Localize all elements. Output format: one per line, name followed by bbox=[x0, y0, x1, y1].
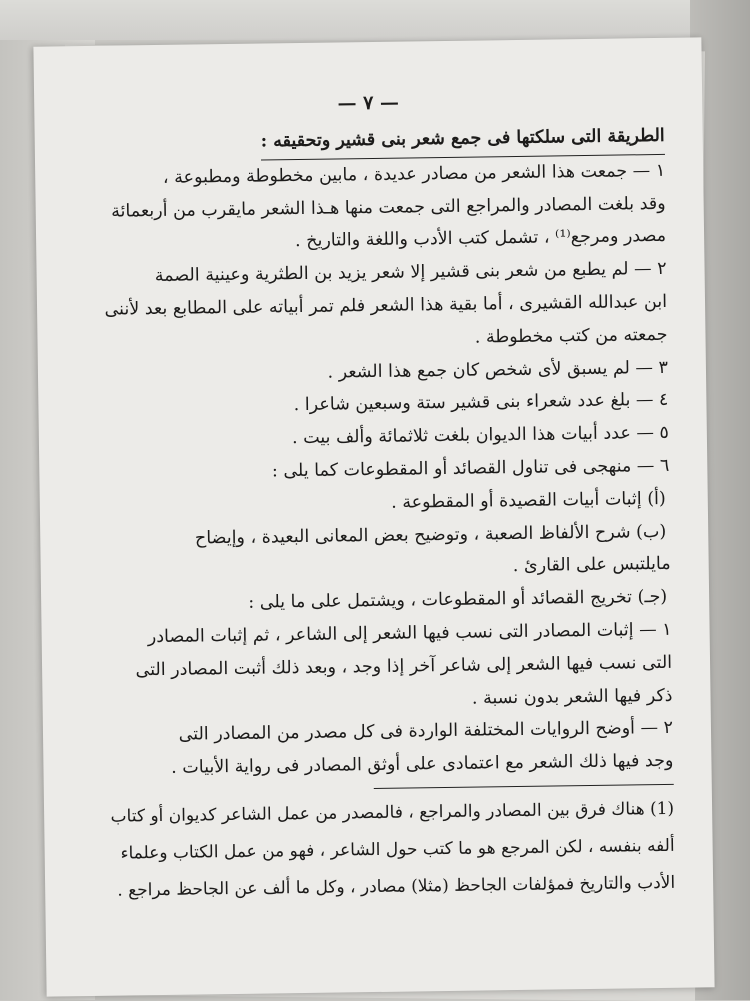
body-line: جمعته من كتب مخطوطة . bbox=[474, 324, 668, 348]
body-line: ١ — جمعت هذا الشعر من مصادر عديدة ، مابين مخطوطة ومطبوعة ، bbox=[162, 160, 666, 188]
body-line: (أ) إثبات أبيات القصيدة أو المقطوعة . bbox=[391, 488, 666, 513]
body-line: (جـ) تخريج القصائد أو المقطوعات ، ويشتمل على ما يلى : bbox=[248, 587, 668, 613]
body-line: ٦ — منهجى فى تناول القصائد أو المقطوعات كما يلى : bbox=[271, 455, 670, 482]
page-number: — ٧ — bbox=[337, 91, 400, 115]
footnote bbox=[84, 791, 675, 910]
footnote-line: الأدب والتاريخ فمؤلفات الجاحظ (مثلا) مصادر ، وكل ما ألف عن الجاحظ مراجع . bbox=[117, 872, 676, 901]
body-line: ٥ — عدد أبيات هذا الديوان بلغت ثلاثمائة وألف بيت . bbox=[291, 423, 669, 449]
section-heading: الطريقة التى سلكتها فى جمع شعر بنى قشير وتحقيقه : bbox=[260, 120, 665, 160]
body-line: ٤ — بلغ عدد شعراء بنى قشير ستة وسبعين شاعرا . bbox=[293, 390, 669, 416]
footnote-line: (1) هناك فرق بين المصادر والمراجع ، فالمصدر من عمل الشاعر كديوان أو كتاب bbox=[110, 798, 675, 827]
page-body bbox=[75, 120, 676, 910]
body-line: وجد فيها ذلك الشعر مع اعتمادى على أوثق المصادر فى رواية الأبيات . bbox=[171, 750, 674, 778]
body-line: مايلتبس على القارئ . bbox=[512, 554, 671, 577]
body-line: ٢ — لم يطبع من شعر بنى قشير إلا شعر يزيد بن الطثرية وعينية الصمة bbox=[154, 259, 667, 287]
body-line: ٢ — أوضح الروايات المختلفة الواردة فى كل مصدر من المصادر التى bbox=[178, 718, 674, 746]
body-line: مصدر ومرجع⁽¹⁾ ، تشمل كتب الأدب واللغة والتاريخ . bbox=[294, 226, 667, 252]
body-line: ٣ — لم يسبق لأى شخص كان جمع هذا الشعر . bbox=[327, 357, 669, 383]
footnote-divider bbox=[374, 784, 674, 789]
body-line: التى نسب فيها الشعر إلى شاعر آخر إذا وجد ، وبعد ذلك أثبت المصادر التى bbox=[135, 652, 673, 681]
book-page bbox=[33, 37, 714, 996]
body-line: ابن عبدالله القشيرى ، أما بقية هذا الشعر فلم تمر أبياته على المطابع بعد لأننى bbox=[104, 291, 668, 320]
background-top bbox=[0, 0, 750, 40]
body-line: وقد بلغت المصادر والمراجع التى جمعت منها هـذا الشعر مايقرب من أربعمائة bbox=[111, 193, 666, 222]
body-line: ١ — إثبات المصادر التى نسب فيها الشعر إلى الشاعر ، ثم إثبات المصادر bbox=[147, 619, 672, 648]
body-line: ذكر فيها الشعر بدون نسبة . bbox=[471, 685, 673, 709]
footnote-line: ألفه بنفسه ، لكن المرجع هو ما كتب حول الشاعر ، فهو من عمل الكتاب وعلماء bbox=[120, 835, 675, 864]
body-line: (ب) شرح الألفاظ الصعبة ، وتوضيح بعض المعانى البعيدة ، وإيضاح bbox=[194, 521, 667, 549]
